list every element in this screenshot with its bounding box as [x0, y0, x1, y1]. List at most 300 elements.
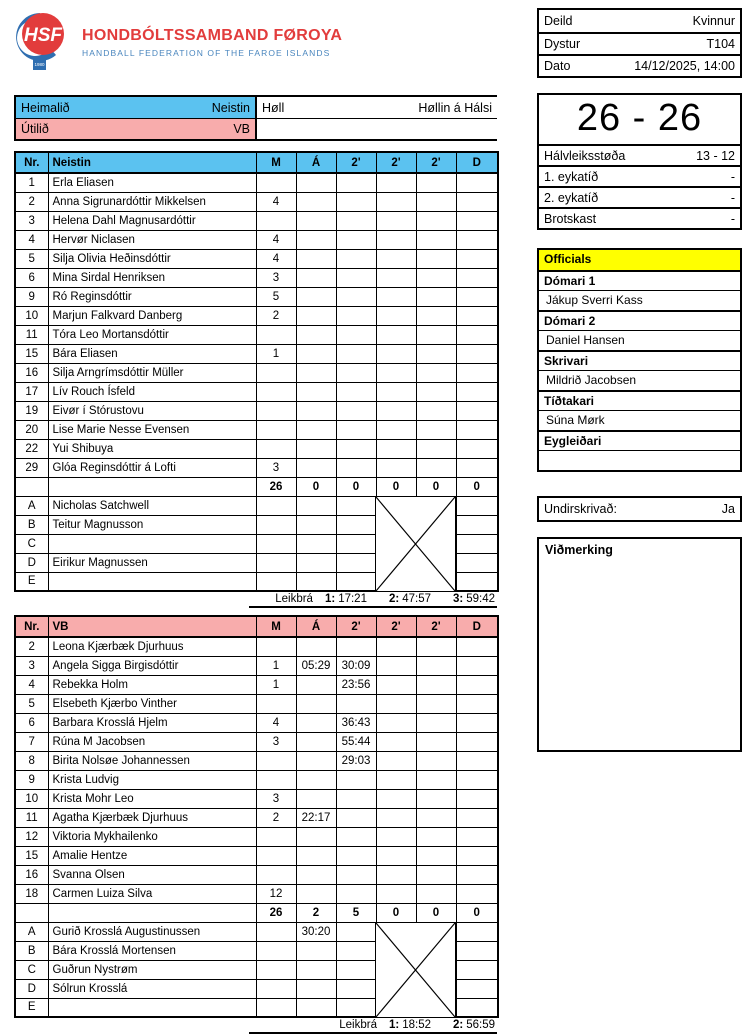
score-panel	[537, 93, 742, 230]
player-row	[15, 173, 498, 192]
player-susp3	[416, 713, 456, 732]
player-nr: 3	[15, 656, 48, 675]
col-nr: Nr.	[15, 152, 48, 173]
player-dq	[456, 675, 498, 694]
player-goals: 4	[256, 713, 296, 732]
player-dq	[456, 344, 498, 363]
player-susp1	[336, 173, 376, 192]
player-nr: 16	[15, 363, 48, 382]
totals-value: 0	[416, 903, 456, 922]
player-susp3	[416, 287, 456, 306]
player-warning	[296, 751, 336, 770]
player-nr: 4	[15, 675, 48, 694]
totals-value: 0	[456, 903, 498, 922]
player-susp3	[416, 656, 456, 675]
away-team-cell	[16, 118, 257, 139]
player-susp1	[336, 789, 376, 808]
player-row	[15, 865, 498, 884]
totals-value: 26	[256, 477, 296, 496]
player-warning	[296, 458, 336, 477]
signed-value: Ja	[721, 502, 735, 516]
player-warning	[296, 694, 336, 713]
hall-name: Høllin á Hálsi	[418, 100, 492, 115]
player-row	[15, 439, 498, 458]
player-goals	[256, 751, 296, 770]
player-dq	[456, 287, 498, 306]
player-dq	[456, 192, 498, 211]
player-name: Erla Eliasen	[48, 173, 256, 192]
player-nr: 12	[15, 827, 48, 846]
official-role: Tíðtakari	[539, 390, 740, 410]
player-goals	[256, 694, 296, 713]
player-nr: 6	[15, 713, 48, 732]
player-warning: 22:17	[296, 808, 336, 827]
player-susp2	[376, 637, 416, 656]
player-dq	[456, 656, 498, 675]
totals-value: 0	[456, 477, 498, 496]
player-name: Amalie Hentze	[48, 846, 256, 865]
player-nr: 11	[15, 808, 48, 827]
player-row	[15, 827, 498, 846]
player-goals	[256, 846, 296, 865]
player-susp1	[336, 268, 376, 287]
player-warning	[296, 732, 336, 751]
player-name: Ró Reginsdóttir	[48, 287, 256, 306]
player-name: Angela Sigga Birgisdóttir	[48, 656, 256, 675]
score-subrow-label: 1. eykatíð	[544, 169, 599, 184]
official-role: Eygleiðari	[539, 430, 740, 450]
player-susp1	[336, 827, 376, 846]
official-susp1	[336, 960, 376, 979]
player-row	[15, 713, 498, 732]
score-subrow	[539, 186, 740, 207]
player-warning	[296, 173, 336, 192]
player-dq	[456, 325, 498, 344]
player-nr: 4	[15, 230, 48, 249]
player-row	[15, 230, 498, 249]
player-name: Svanna Olsen	[48, 865, 256, 884]
player-row	[15, 732, 498, 751]
player-goals: 2	[256, 306, 296, 325]
totals-value: 5	[336, 903, 376, 922]
player-susp3	[416, 325, 456, 344]
col-stat: 2'	[416, 616, 456, 637]
player-dq	[456, 789, 498, 808]
player-susp2	[376, 439, 416, 458]
totals-value: 2	[296, 903, 336, 922]
official-dq	[456, 922, 498, 941]
player-susp1	[336, 420, 376, 439]
player-susp1	[336, 694, 376, 713]
player-nr: 15	[15, 344, 48, 363]
player-goals: 5	[256, 287, 296, 306]
player-name: Yui Shibuya	[48, 439, 256, 458]
player-susp2	[376, 694, 416, 713]
col-stat: D	[456, 152, 498, 173]
col-stat: D	[456, 616, 498, 637]
player-row	[15, 306, 498, 325]
official-susp1	[336, 922, 376, 941]
hall-label: Høll	[262, 100, 285, 115]
player-susp3	[416, 344, 456, 363]
official-letter: B	[15, 515, 48, 534]
player-warning	[296, 249, 336, 268]
player-row	[15, 884, 498, 903]
player-susp3	[416, 846, 456, 865]
player-name: Rúna M Jacobsen	[48, 732, 256, 751]
player-nr: 29	[15, 458, 48, 477]
official-susp1	[336, 553, 376, 572]
col-nr: Nr.	[15, 616, 48, 637]
totals-value: 0	[376, 477, 416, 496]
player-susp1	[336, 306, 376, 325]
player-susp1	[336, 192, 376, 211]
player-susp3	[416, 420, 456, 439]
official-letter: D	[15, 979, 48, 998]
official-letter: E	[15, 572, 48, 591]
player-dq	[456, 865, 498, 884]
player-susp1	[336, 344, 376, 363]
home-roster-wrap	[14, 151, 497, 592]
player-susp3	[416, 268, 456, 287]
player-name: Mina Sirdal Henriksen	[48, 268, 256, 287]
leikbra-key: 2:	[388, 593, 400, 605]
player-susp3	[416, 694, 456, 713]
player-nr: 7	[15, 732, 48, 751]
player-row	[15, 344, 498, 363]
player-dq	[456, 306, 498, 325]
col-stat: 2'	[336, 616, 376, 637]
official-name: Gurið Krosslá Augustinussen	[48, 922, 256, 941]
player-warning	[296, 363, 336, 382]
player-row	[15, 287, 498, 306]
player-susp2	[376, 884, 416, 903]
player-nr: 9	[15, 770, 48, 789]
player-susp2	[376, 268, 416, 287]
score-subrow-value: -	[730, 169, 735, 184]
hall-cell	[257, 97, 497, 118]
player-warning	[296, 306, 336, 325]
score-subrow-label: 2. eykatíð	[544, 190, 599, 205]
player-goals	[256, 211, 296, 230]
official-dq	[456, 998, 498, 1017]
player-goals	[256, 865, 296, 884]
score-subrow-value: -	[730, 190, 735, 205]
player-susp1	[336, 325, 376, 344]
player-susp3	[416, 789, 456, 808]
col-stat: Á	[296, 152, 336, 173]
official-susp1	[336, 941, 376, 960]
player-dq	[456, 439, 498, 458]
player-susp3	[416, 865, 456, 884]
player-warning	[296, 382, 336, 401]
totals-empty	[48, 903, 256, 922]
official-warning	[296, 496, 336, 515]
totals-empty	[48, 477, 256, 496]
away-roster-header	[15, 616, 498, 637]
official-dq	[456, 941, 498, 960]
player-susp2	[376, 363, 416, 382]
signed-row	[539, 498, 740, 520]
official-goals	[256, 998, 296, 1017]
official-name: Sólrun Krosslá	[48, 979, 256, 998]
player-susp3	[416, 249, 456, 268]
player-susp2	[376, 827, 416, 846]
player-nr: 1	[15, 173, 48, 192]
player-warning	[296, 884, 336, 903]
player-susp1	[336, 230, 376, 249]
org-subtitle: HANDBALL FEDERATION OF THE FAROE ISLANDS	[82, 48, 331, 58]
player-dq	[456, 230, 498, 249]
player-dq	[456, 249, 498, 268]
player-row	[15, 458, 498, 477]
official-dq	[456, 534, 498, 553]
player-nr: 17	[15, 382, 48, 401]
totals-empty	[15, 477, 48, 496]
player-row	[15, 808, 498, 827]
leikbra-key: 3:	[452, 593, 464, 605]
official-goals	[256, 515, 296, 534]
official-dq	[456, 979, 498, 998]
svg-text:HSF: HSF	[24, 25, 62, 46]
player-susp1	[336, 846, 376, 865]
player-goals	[256, 420, 296, 439]
player-goals	[256, 637, 296, 656]
player-goals: 1	[256, 675, 296, 694]
player-susp1: 30:09	[336, 656, 376, 675]
player-warning	[296, 401, 336, 420]
official-name	[48, 534, 256, 553]
player-name: Lív Rouch Ísfeld	[48, 382, 256, 401]
official-name: Teitur Magnusson	[48, 515, 256, 534]
player-susp2	[376, 382, 416, 401]
player-susp1	[336, 439, 376, 458]
player-goals	[256, 827, 296, 846]
official-name: Eirikur Magnussen	[48, 553, 256, 572]
meta-label: Deild	[544, 14, 573, 28]
player-goals	[256, 363, 296, 382]
player-susp3	[416, 884, 456, 903]
player-susp2	[376, 713, 416, 732]
player-name: Viktoria Mykhailenko	[48, 827, 256, 846]
player-warning: 05:29	[296, 656, 336, 675]
player-susp2	[376, 458, 416, 477]
score-subrow-value: -	[730, 211, 735, 226]
player-susp2	[376, 230, 416, 249]
official-role: Skrivari	[539, 350, 740, 370]
player-dq	[456, 770, 498, 789]
official-dq	[456, 960, 498, 979]
official-goals	[256, 979, 296, 998]
player-warning	[296, 865, 336, 884]
leikbra-time: 47:57	[402, 593, 431, 605]
away-roster-wrap	[14, 615, 497, 1018]
player-row	[15, 268, 498, 287]
col-stat: Á	[296, 616, 336, 637]
player-goals: 3	[256, 268, 296, 287]
col-team: Neistin	[48, 152, 256, 173]
player-dq	[456, 732, 498, 751]
totals-value: 0	[376, 903, 416, 922]
meta-value: Kvinnur	[692, 14, 735, 28]
official-name	[48, 998, 256, 1017]
player-dq	[456, 173, 498, 192]
player-susp2	[376, 846, 416, 865]
leikbra-key: 1:	[388, 1019, 400, 1031]
meta-label: Dato	[544, 59, 571, 73]
player-warning	[296, 344, 336, 363]
player-name: Eivør í Stórustovu	[48, 401, 256, 420]
player-susp2	[376, 401, 416, 420]
official-letter: B	[15, 941, 48, 960]
officials-title: Officials	[539, 250, 740, 270]
official-name: Daniel Hansen	[539, 330, 740, 350]
official-warning	[296, 979, 336, 998]
home-roster-header	[15, 152, 498, 173]
official-goals	[256, 553, 296, 572]
leikbra-item	[389, 593, 431, 605]
player-susp1	[336, 637, 376, 656]
player-row	[15, 751, 498, 770]
officials-entries	[539, 270, 740, 470]
player-susp1	[336, 770, 376, 789]
player-dq	[456, 827, 498, 846]
meta-label: Dystur	[544, 37, 581, 51]
player-row	[15, 363, 498, 382]
player-dq	[456, 401, 498, 420]
player-susp1	[336, 401, 376, 420]
player-dq	[456, 846, 498, 865]
player-row	[15, 846, 498, 865]
player-warning	[296, 827, 336, 846]
player-row	[15, 401, 498, 420]
player-susp2	[376, 751, 416, 770]
player-susp2	[376, 732, 416, 751]
col-stat: 2'	[416, 152, 456, 173]
officials-entry	[539, 350, 740, 390]
signed-box	[537, 496, 742, 522]
player-row	[15, 694, 498, 713]
home-leikbra	[249, 593, 497, 608]
player-dq	[456, 713, 498, 732]
player-name: Anna Sigrunardóttir Mikkelsen	[48, 192, 256, 211]
player-susp1: 23:56	[336, 675, 376, 694]
leikbra-item	[325, 593, 367, 605]
player-warning	[296, 287, 336, 306]
player-goals: 4	[256, 230, 296, 249]
leikbra-item	[453, 593, 495, 605]
player-susp1	[336, 865, 376, 884]
official-susp1	[336, 515, 376, 534]
officials-entry	[539, 270, 740, 310]
player-nr: 19	[15, 401, 48, 420]
match-meta-row	[539, 54, 740, 76]
player-name: Tóra Leo Mortansdóttir	[48, 325, 256, 344]
official-name: Guðrun Nystrøm	[48, 960, 256, 979]
officials-panel	[537, 248, 742, 472]
player-susp1	[336, 211, 376, 230]
player-goals: 1	[256, 656, 296, 675]
player-dq	[456, 751, 498, 770]
player-row	[15, 325, 498, 344]
meta-value: T104	[706, 37, 735, 51]
player-nr: 5	[15, 694, 48, 713]
leikbra-label: Leikbrá	[275, 593, 313, 605]
signed-label: Undirskrivað:	[544, 502, 617, 516]
official-name	[48, 572, 256, 591]
player-dq	[456, 211, 498, 230]
player-name: Glóa Reginsdóttir á Lofti	[48, 458, 256, 477]
player-susp3	[416, 458, 456, 477]
official-susp1	[336, 534, 376, 553]
home-team-name: Neistin	[211, 100, 250, 115]
player-nr: 10	[15, 789, 48, 808]
leikbra-label: Leikbrá	[339, 1019, 377, 1031]
home-totals-row	[15, 477, 498, 496]
player-dq	[456, 694, 498, 713]
player-goals: 4	[256, 249, 296, 268]
official-warning	[296, 534, 336, 553]
match-meta-box	[537, 8, 742, 78]
official-susp1	[336, 496, 376, 515]
official-goals	[256, 960, 296, 979]
player-dq	[456, 363, 498, 382]
player-row	[15, 656, 498, 675]
official-susp1	[336, 998, 376, 1017]
official-letter: A	[15, 922, 48, 941]
away-leikbra	[249, 1019, 497, 1034]
away-totals-row	[15, 903, 498, 922]
player-warning	[296, 637, 336, 656]
player-susp3	[416, 173, 456, 192]
official-role: Dómari 1	[539, 270, 740, 290]
player-name: Elsebeth Kjærbo Vinther	[48, 694, 256, 713]
leikbra-time: 17:21	[338, 593, 367, 605]
col-team: VB	[48, 616, 256, 637]
player-name: Marjun Falkvard Danberg	[48, 306, 256, 325]
leikbra-key: 1:	[324, 593, 336, 605]
official-warning	[296, 515, 336, 534]
official-name: Súna Mørk	[539, 410, 740, 430]
totals-empty	[15, 903, 48, 922]
official-goals	[256, 496, 296, 515]
score-subrow-value: 13 - 12	[696, 148, 735, 163]
player-row	[15, 789, 498, 808]
player-nr: 8	[15, 751, 48, 770]
away-label: Útilið	[21, 122, 49, 136]
player-susp2	[376, 656, 416, 675]
player-nr: 20	[15, 420, 48, 439]
player-nr: 22	[15, 439, 48, 458]
player-warning	[296, 713, 336, 732]
official-role: Dómari 2	[539, 310, 740, 330]
player-susp2	[376, 865, 416, 884]
player-dq	[456, 808, 498, 827]
player-warning	[296, 325, 336, 344]
official-warning	[296, 998, 336, 1017]
player-row	[15, 192, 498, 211]
official-letter: C	[15, 960, 48, 979]
player-warning	[296, 770, 336, 789]
official-letter: C	[15, 534, 48, 553]
hall-empty-cell	[257, 118, 497, 139]
player-warning	[296, 846, 336, 865]
player-nr: 5	[15, 249, 48, 268]
player-goals: 3	[256, 732, 296, 751]
player-goals	[256, 382, 296, 401]
away-team-name: VB	[233, 122, 250, 136]
official-name	[539, 450, 740, 470]
